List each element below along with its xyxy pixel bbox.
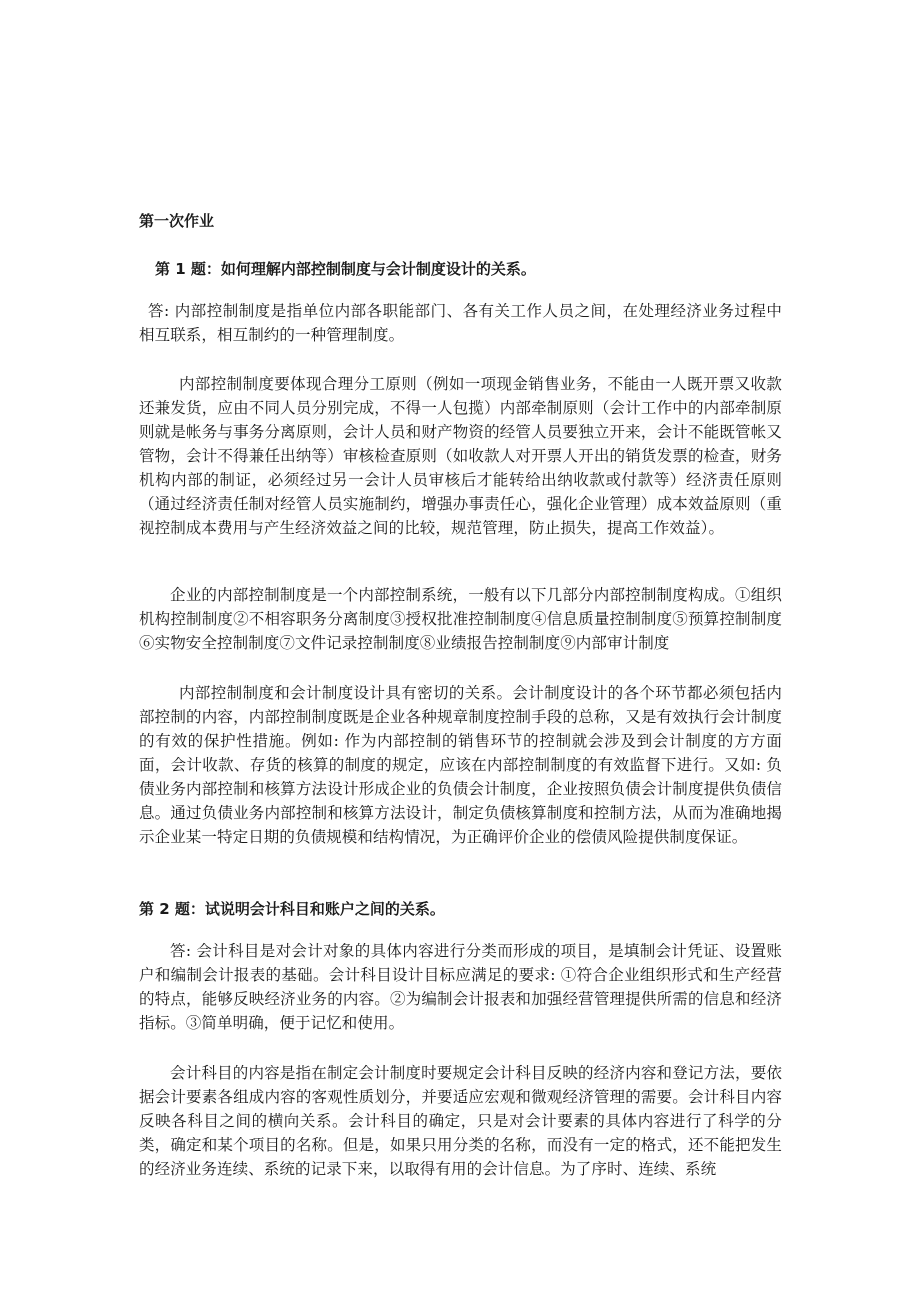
question-1-answer-paragraph-3: 企业的内部控制制度是一个内部控制系统，一般有以下几部分内部控制制度构成。①组织机构控制制度②不相容职务分离制度③授权批准控制制度④信息质量控制制度⑤预算控制制度⑥实物安全控制制度⑦文件记录控制制度⑧业绩报告控制制度⑨内部审计制度 xyxy=(139,586,782,652)
question-2-answer-paragraph-2: 会计科目的内容是指在制定会计制度时要规定会计科目反映的经济内容和登记方法，要依据会计要素各组成内容的客观性质划分，并要适应宏观和微观经济管理的需要。会计科目内容反映各科目之间的横向关系。会计科目的确定，只是对会计要素的具体内容进行了科学的分类，确定和某个项目的名称。但是，如果只用分类的名称，而没有一定的格式，还不能把发生的经济业务连续、系统的记录下来，以取得有用的会计信息。为了序时、连续、系统 xyxy=(139,1064,782,1178)
question-1-title: 第 1 题：如何理解内部控制制度与会计制度设计的关系。 xyxy=(155,260,536,278)
document-title: 第一次作业 xyxy=(139,212,215,230)
question-2-title: 第 2 题：试说明会计科目和账户之间的关系。 xyxy=(139,900,445,918)
question-1-answer-paragraph-1: 答: 内部控制制度是指单位内部各职能部门、各有关工作人员之间，在处理经济业务过程中相互联系，相互制约的一种管理制度。 xyxy=(139,302,782,344)
question-2-answer-paragraph-1: 答: 会计科目是对会计对象的具体内容进行分类而形成的项目，是填制会计凭证、设置账户和编制会计报表的基础。会计科目设计目标应满足的要求: ①符合企业组织形式和生产经营的特点，能够反映经济业务的内容。②为编制会计报表和加强经营管理提供所需的信息和经济指标。③简单明确，便于记忆和使用。 xyxy=(139,942,782,1032)
question-1-answer-paragraph-2: 内部控制制度要体现合理分工原则（例如一项现金销售业务，不能由一人既开票又收款还兼发货，应由不同人员分别完成，不得一人包揽）内部牵制原则（会计工作中的内部牵制原则就是帐务与事务分离原则，会计人员和财产物资的经管人员要独立开来，会计不能既管帐又管物，会计不得兼任出纳等）审核检查原则（如收款人对开票人开出的销货发票的检查，财务机构内部的制证，必须经过另一会计人员审核后才能转给出纳收款或付款等）经济责任原则（通过经济责任制对经管人员实施制约，增强办事责任心，强化企业管理）成本效益原则（重视控制成本费用与产生经济效益之间的比较，规范管理，防止损失，提高工作效益）。 xyxy=(139,375,782,537)
question-1-answer-paragraph-4: 内部控制制度和会计制度设计具有密切的关系。会计制度设计的各个环节都必须包括内部控制的内容，内部控制制度既是企业各种规章制度控制手段的总称，又是有效执行会计制度的有效的保护性措施。例如: 作为内部控制的销售环节的控制就会涉及到会计制度的方方面面，会计收款、存货的核算的制度的规定，应该在内部控制制度的有效监督下进行。又如: 负债业务内部控制和核算方法设计形成企业的负债会计制度，企业按照负债会计制度提供负债信息。通过负债业务内部控制和核算方法设计，制定负债核算制度和控制方法，从而为准确地揭示企业某一特定日期的负债规模和结构情况，为正确评价企业的偿债风险提供制度保证。 xyxy=(139,684,782,846)
